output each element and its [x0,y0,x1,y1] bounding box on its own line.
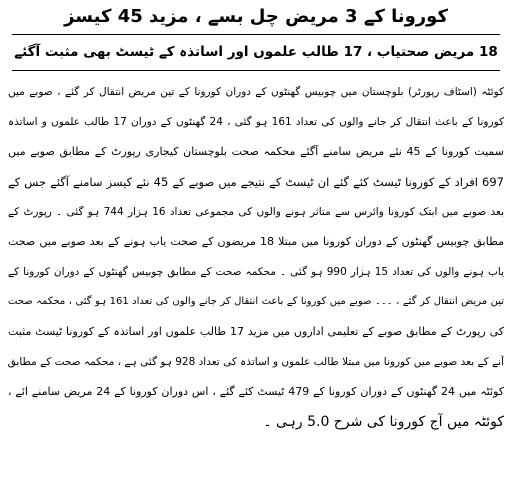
headline: کورونا کے 3 مریض چل بسے ، مزید 45 کیسز [64,6,448,27]
body-line: مطابق چوبیس گھنٹوں کے دوران کورونا میں مبتلا 18 مریضوں کے صحت یاب ہونے کے بعد صوبے میں صحت [8,235,504,248]
body-line-last: کوئٹہ میں آج کورونا کی شرح 5.0 رہی ۔ [263,414,504,430]
subheadline: 18 مریض صحتیاب ، 17 طالب علموں اور اساتذہ کے ٹیسٹ بھی مثبت آگئے [14,44,498,60]
subheadline-divider [12,70,500,71]
body-line: کی رپورٹ کے مطابق صوبے کے تعلیمی اداروں میں مزید 17 طالب علموں اور اساتذہ کے کورونا ٹیسٹ مثبت [8,325,504,338]
body-line: سمیت کورونا کے 45 نئے مریض سامنے آگئے محکمہ صحت بلوچستان کیجاری رپورٹ کے مطابق صوبے میں [8,145,504,158]
body-line: بعد صوبے میں ابتک کورونا وائرس سے متاثر ہونے والوں کی مجموعی تعداد 16 ہزار 744 ہو گئی ۔ رپورٹ کے [8,206,504,218]
body-line: کوئٹہ میں 24 گھنٹوں کے دوران کورونا کے 479 ٹیسٹ کئے گئے ، اس دوران کورونا کے 24 مریض سامنے ائے ، [8,385,504,398]
body-line: کوئٹہ (اسٹاف رپورٹر) بلوچستان میں چوبیس گھنٹوں کے دوران کورونا کے تین مریض انتقال کر گئے ، صوبے میں [8,86,504,98]
body-line: تین مریض انتقال کر گئے ، ۔۔۔ صوبے میں کورونا کے باعث انتقال کر جانے والوں کی تعداد 161 ہو گئی ، محکمہ صحت [8,296,504,307]
news-article [8,2,504,498]
headline-divider [12,34,500,35]
body-line: آنے کے بعد صوبے میں کورونا میں مبتلا طالب علموں و اساتذہ کی تعداد 928 ہو گئی ہے ، محکمہ صحت کے مطابق [8,356,504,368]
body-line: کورونا کے باعث انتقال کر جانے والوں کی تعداد 161 ہو گئی ، 24 گھنٹوں کے دوران 17 طالب علموں و اساتذہ [8,116,504,128]
body-line: 697 افراد کے کورونا ٹیسٹ کئے گئے ان ٹیسٹ کے نتیجے میں صوبے کے 45 نئے کیسز سامنے آگئے جس کے [8,175,504,189]
body-line: یاب ہونے والوں کی تعداد 15 ہزار 990 ہو گئی ۔ محکمہ صحت کے مطابق چوبیس گھنٹوں کے دوران کورونا کے [8,266,504,278]
article-body [8,77,504,437]
